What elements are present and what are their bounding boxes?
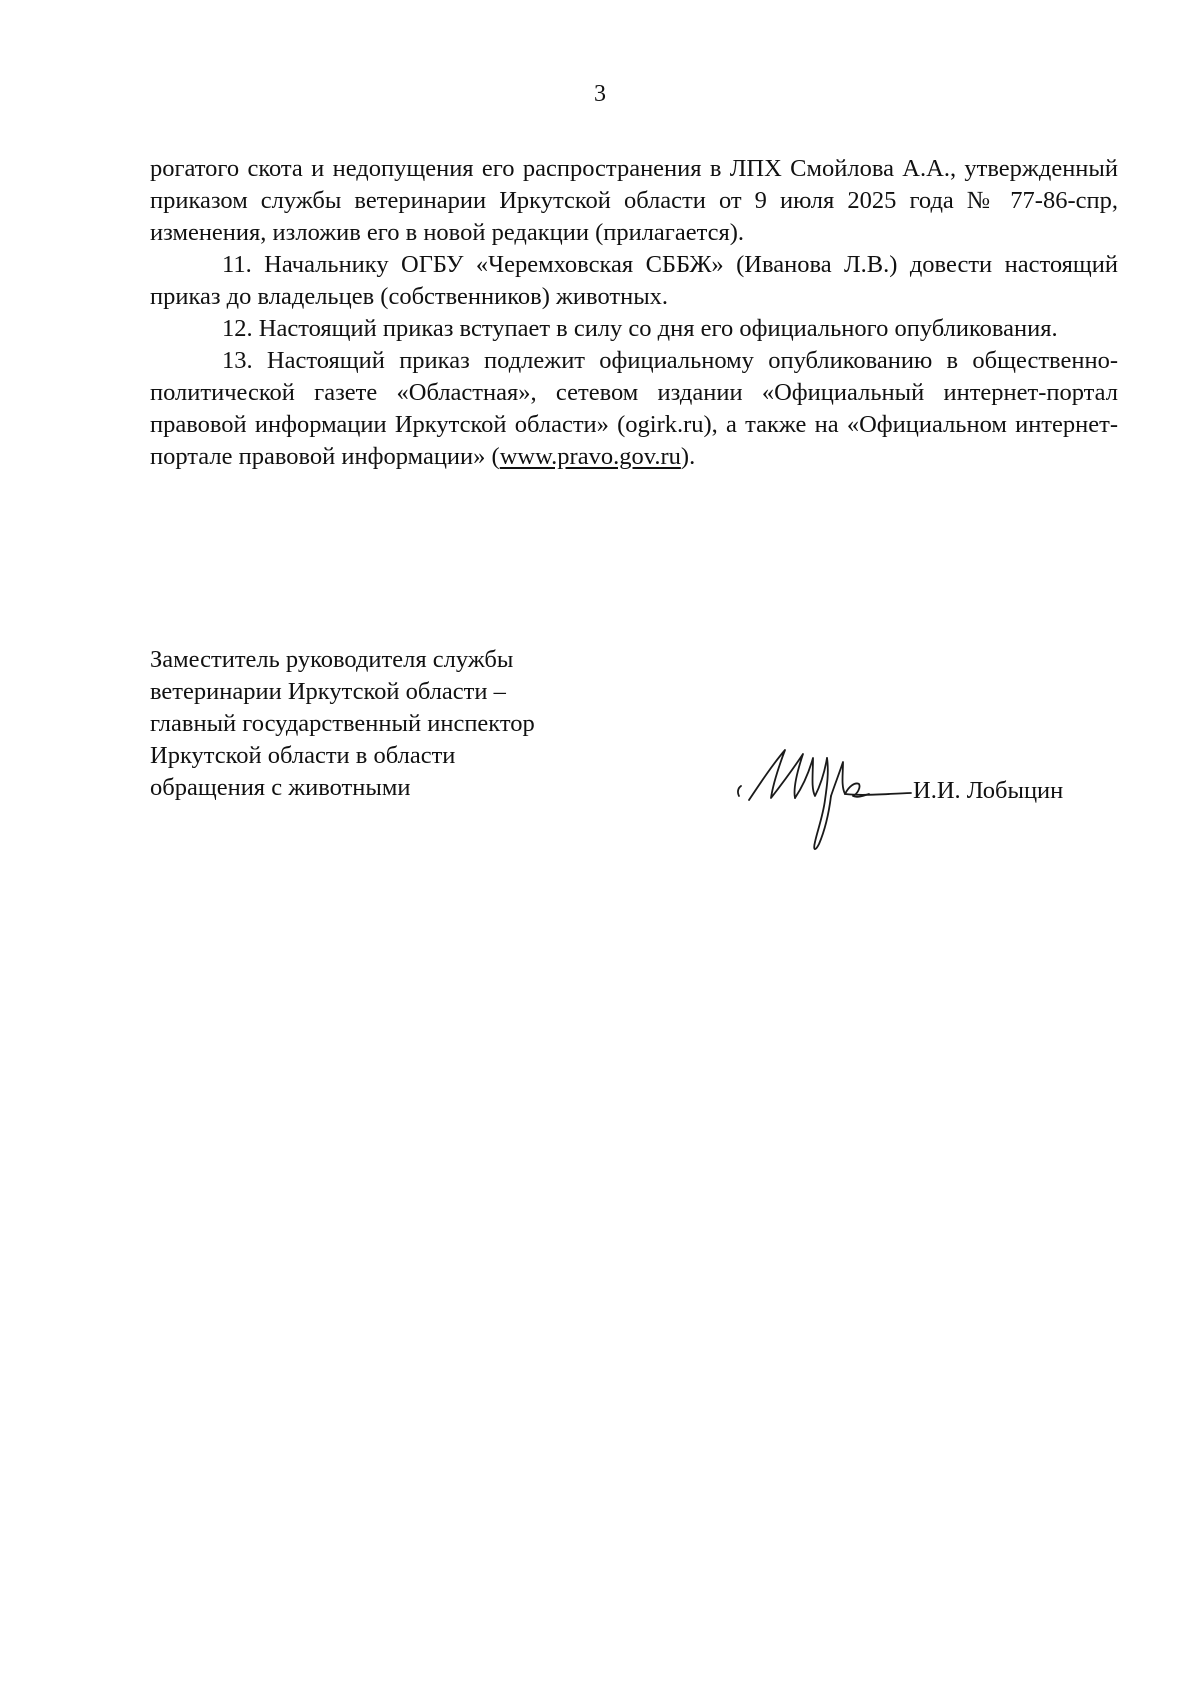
paragraph-13	[150, 345, 1118, 473]
paragraph-12: 12. Настоящий приказ вступает в силу со дня его официального опубликования.	[222, 315, 1058, 342]
pravo-gov-link[interactable]: www.pravo.gov.ru	[499, 443, 681, 470]
paragraph-11: 11. Начальнику ОГБУ «Черемховская СББЖ» (Иванова Л.В.) довести настоящий приказ до владельцев (собственников) животных.	[150, 251, 1118, 310]
paragraph-10-continuation: рогатого скота и недопущения его распространения в ЛПХ Смойлова А.А., утвержденный приказом службы ветеринарии Иркутской области от 9 июля 2025 года № 77-86-спр, изменения, изложив его в новой редакции (прилагается).	[150, 155, 1118, 246]
signatory-title-line: Заместитель руководителя службы	[150, 646, 514, 673]
handwritten-signature	[733, 740, 943, 870]
signatory-title-line: обращения с животными	[150, 774, 411, 801]
signatory-title-line: Иркутской области в области	[150, 742, 456, 769]
signatory-title	[150, 644, 620, 804]
signatory-title-line: главный государственный инспектор	[150, 710, 535, 737]
signer-name: И.И. Лобыцин	[913, 777, 1064, 804]
order-body-text	[150, 153, 1118, 473]
page-number: 3	[594, 81, 606, 107]
signatory-title-line: ветеринарии Иркутской области –	[150, 678, 506, 705]
paragraph-13-text: 13. Настоящий приказ подлежит официальному опубликованию в общественно-политической газете «Областная», сетевом издании «Официальный интернет-портал правовой информации Иркутской области» (ogirk.ru), а также на «Официальном интернет-портале правовой информации» (	[150, 347, 1118, 470]
paragraph-13-tail: ).	[680, 443, 696, 470]
